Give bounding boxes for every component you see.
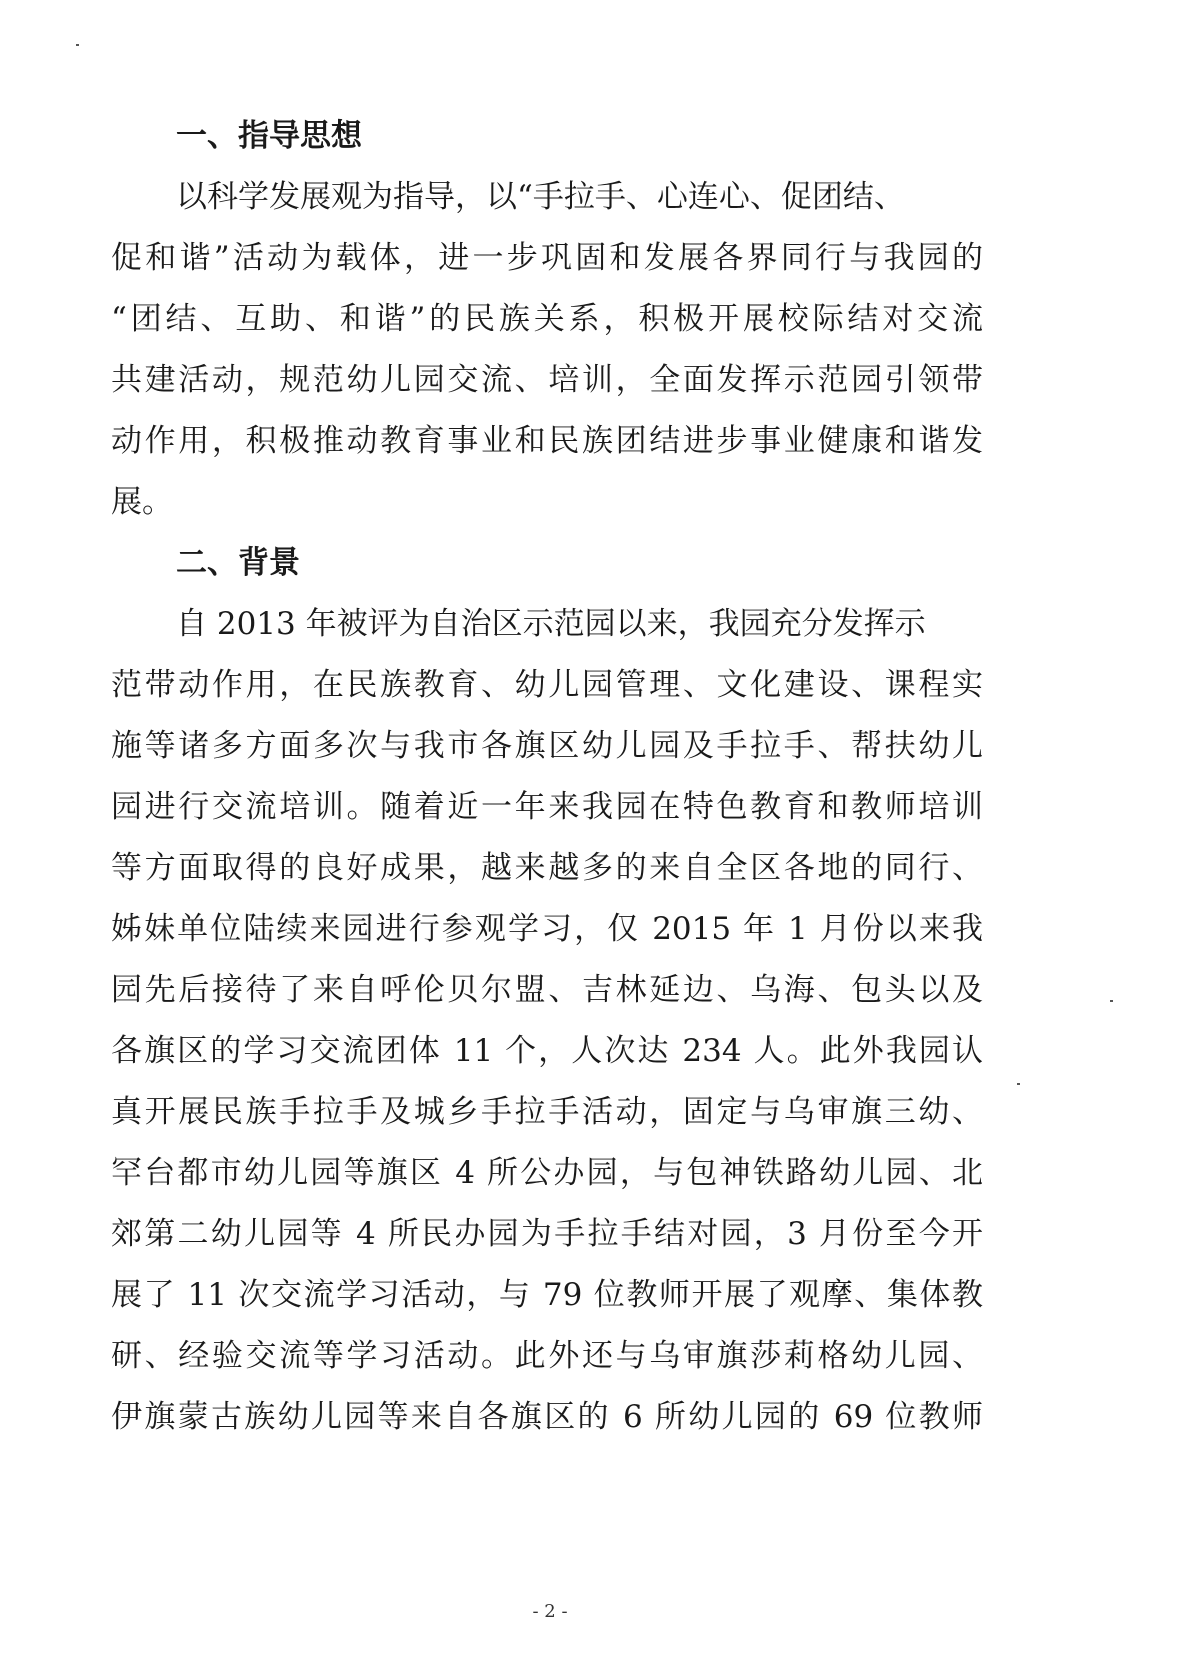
paragraph-line: 展了 11 次交流学习活动，与 79 位教师开展了观摩、集体教 <box>111 1277 983 1313</box>
scan-speck <box>76 44 79 46</box>
paragraph-line: 范带动作用，在民族教育、幼儿园管理、文化建设、课程实 <box>111 667 983 703</box>
paragraph-line: 展。 <box>111 484 173 520</box>
section-heading-guiding-ideology: 一、指导思想 <box>176 118 362 154</box>
paragraph-line: “团结、互助、和谐”的民族关系，积极开展校际结对交流 <box>111 301 983 337</box>
section-heading-background: 二、背景 <box>176 545 300 581</box>
paragraph-line: 等方面取得的良好成果，越来越多的来自全区各地的同行、 <box>111 850 983 886</box>
scan-speck <box>1017 1083 1020 1085</box>
paragraph-line: 郊第二幼儿园等 4 所民办园为手拉手结对园，3 月份至今开 <box>111 1216 983 1252</box>
paragraph-line: 动作用，积极推动教育事业和民族团结进步事业健康和谐发 <box>111 423 983 459</box>
paragraph-line: 以科学发展观为指导，以“手拉手、心连心、促团结、 <box>176 179 905 215</box>
paragraph-line: 共建活动，规范幼儿园交流、培训，全面发挥示范园引领带 <box>111 362 983 398</box>
paragraph-line: 施等诸多方面多次与我市各旗区幼儿园及手拉手、帮扶幼儿 <box>111 728 983 764</box>
paragraph-line: 各旗区的学习交流团体 11 个，人次达 234 人。此外我园认 <box>111 1033 983 1069</box>
paragraph-line: 罕台都市幼儿园等旗区 4 所公办园，与包神铁路幼儿园、北 <box>111 1155 983 1191</box>
paragraph-line: 研、经验交流等学习活动。此外还与乌审旗莎莉格幼儿园、 <box>111 1338 983 1374</box>
paragraph-line: 姊妹单位陆续来园进行参观学习，仅 2015 年 1 月份以来我 <box>111 911 983 947</box>
paragraph-line: 促和谐”活动为载体，进一步巩固和发展各界同行与我园的 <box>111 240 983 276</box>
paragraph-line: 自 2013 年被评为自治区示范园以来，我园充分发挥示 <box>176 606 926 642</box>
paragraph-line: 伊旗蒙古族幼儿园等来自各旗区的 6 所幼儿园的 69 位教师 <box>111 1399 983 1435</box>
paragraph-line: 真开展民族手拉手及城乡手拉手活动，固定与乌审旗三幼、 <box>111 1094 983 1130</box>
page-number: - 2 - <box>532 1601 568 1622</box>
scan-speck <box>1110 1000 1113 1002</box>
paragraph-line: 园先后接待了来自呼伦贝尔盟、吉林延边、乌海、包头以及 <box>111 972 983 1008</box>
paragraph-line: 园进行交流培训。随着近一年来我园在特色教育和教师培训 <box>111 789 983 825</box>
